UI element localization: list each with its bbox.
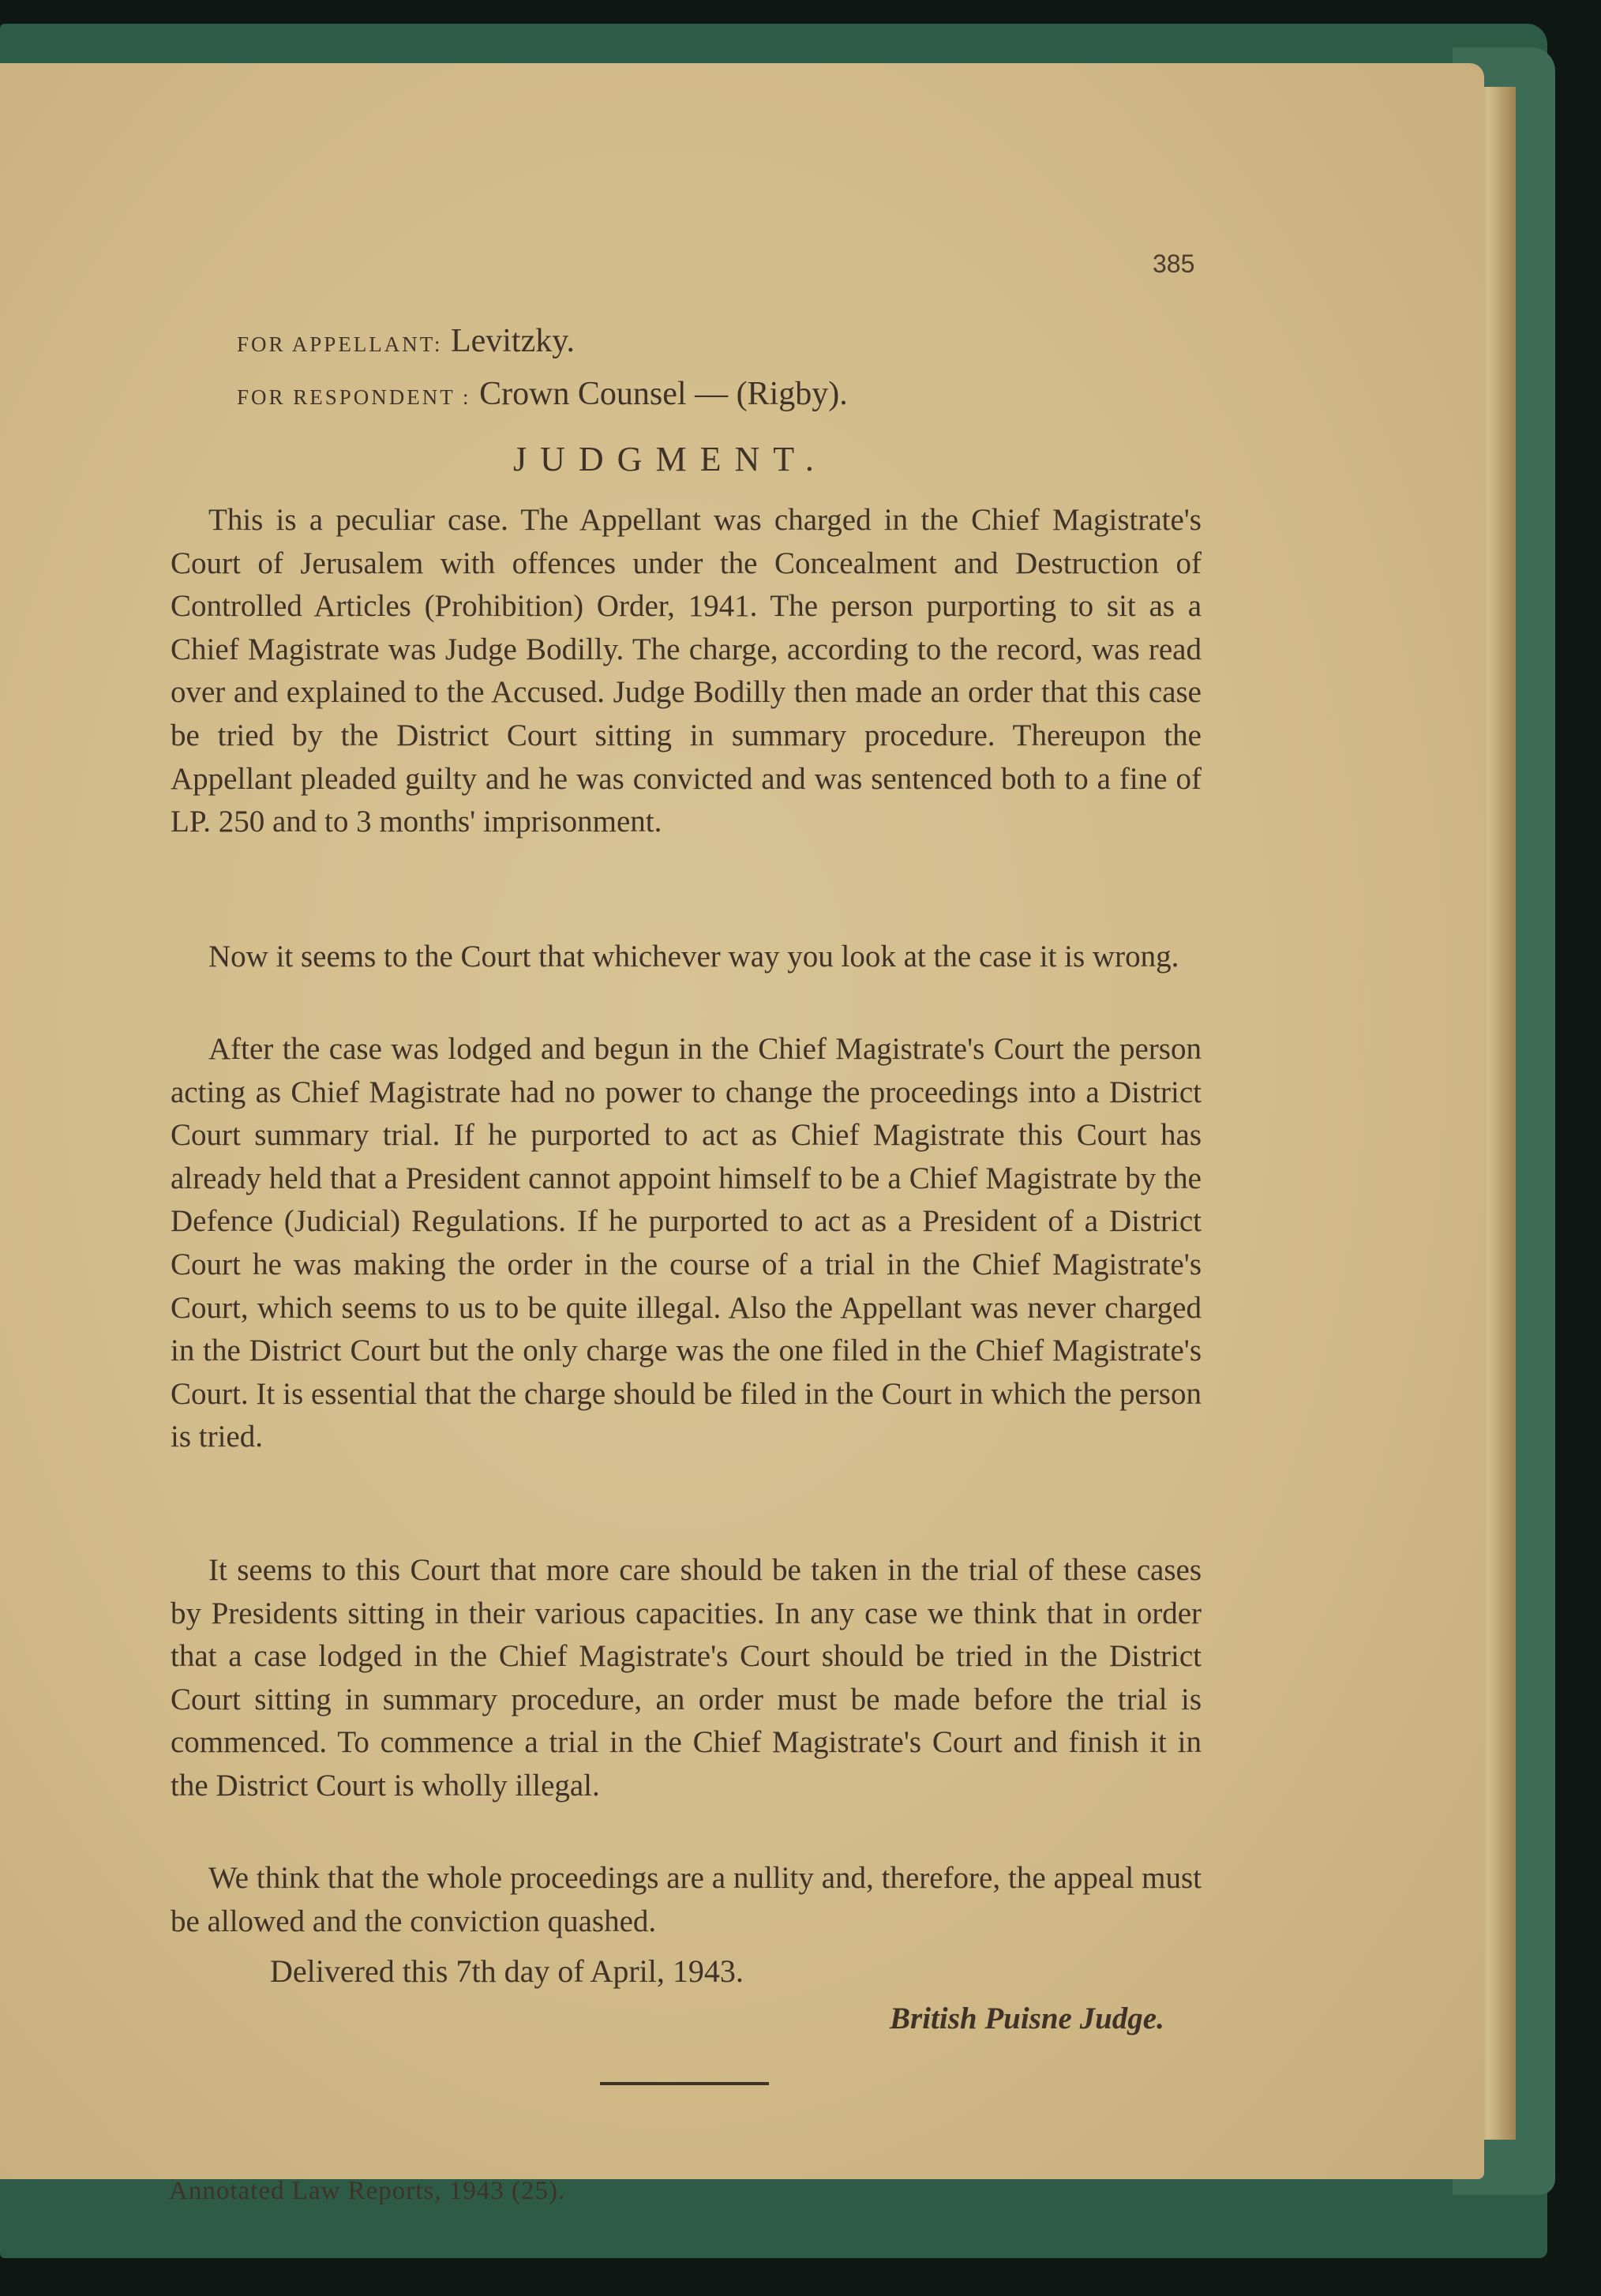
judgment-heading: JUDGMENT. bbox=[513, 440, 827, 478]
appellant-label: FOR APPELLANT: bbox=[237, 332, 443, 356]
respondent-name: Crown Counsel — (Rigby). bbox=[479, 376, 848, 412]
report-citation-footer: Annotated Law Reports, 1943 (25). bbox=[169, 2177, 566, 2205]
book-page bbox=[0, 63, 1484, 2205]
delivered-line: Delivered this 7th day of April, 1943. bbox=[270, 1953, 744, 1989]
paragraph-text: It seems to this Court that more care should be taken in the trial of these cases by Presidents sitting in their various capacities. In any case we think that in order that a case lodged in the Chief Magistrate's Court should be tried in the District Court sitting in summary procedure, an order must be made before the trial is commenced. To commence a trial in the Chief Magistrate's Court and finish it in the District Court is wholly illegal. bbox=[171, 1553, 1202, 1803]
page-number: 385 bbox=[1153, 249, 1195, 278]
paragraph-text: This is a peculiar case. The Appellant was charged in the Chief Magistrate's Court of Jerusalem with offences under the Concealment and Destruction of Controlled Articles (Prohibition) Order, 1941. The person purporting to sit as a Chief Magistrate was Judge Bodilly. The charge, according to the record, was read over and explained to the Accused. Judge Bodilly then made an order that this case be tried by the District Court sitting in summary procedure. Thereupon the Appellant pleaded guilty and he was convicted and was sentenced both to a fine of LP. 250 and to 3 months' imprisonment. bbox=[171, 503, 1202, 839]
judgment-paragraph-1 bbox=[171, 499, 1202, 844]
paragraph-text: We think that the whole proceedings are a nullity and, therefore, the appeal must be allowed and the conviction quashed. bbox=[171, 1861, 1202, 1938]
judgment-paragraph-3 bbox=[171, 1028, 1202, 1459]
judge-signature: British Puisne Judge. bbox=[890, 2001, 1164, 2035]
respondent-counsel-line bbox=[237, 373, 848, 419]
appellant-counsel-line bbox=[237, 320, 575, 366]
paragraph-text: Now it seems to the Court that whichever way you look at the case it is wrong. bbox=[208, 940, 1179, 974]
judgment-paragraph-5 bbox=[171, 1857, 1202, 1943]
judgment-paragraph-2 bbox=[171, 936, 1202, 979]
section-divider bbox=[600, 2082, 769, 2085]
respondent-label: FOR RESPONDENT : bbox=[237, 385, 471, 409]
appellant-name: Levitzky. bbox=[450, 323, 576, 359]
judgment-paragraph-4 bbox=[171, 1549, 1202, 1808]
paragraph-text: After the case was lodged and begun in the Chief Magistrate's Court the person acting as Chief Magistrate had no power to change the proceedings into a District Court summary trial. If he purported to act as Chief Magistrate this Court has already held that a President cannot appoint himself to be a Chief Magistrate by the Defence (Judicial) Regulations. If he purported to act as a President of a District Court he was making the order in the course of a trial in the Chief Magistrate's Court, which seems to us to be quite illegal. Also the Appellant was never charged in the District Court but the only charge was the one filed in the Chief Magistrate's Court. It is essential that the charge should be filed in the Court in which the person is tried. bbox=[171, 1032, 1202, 1454]
